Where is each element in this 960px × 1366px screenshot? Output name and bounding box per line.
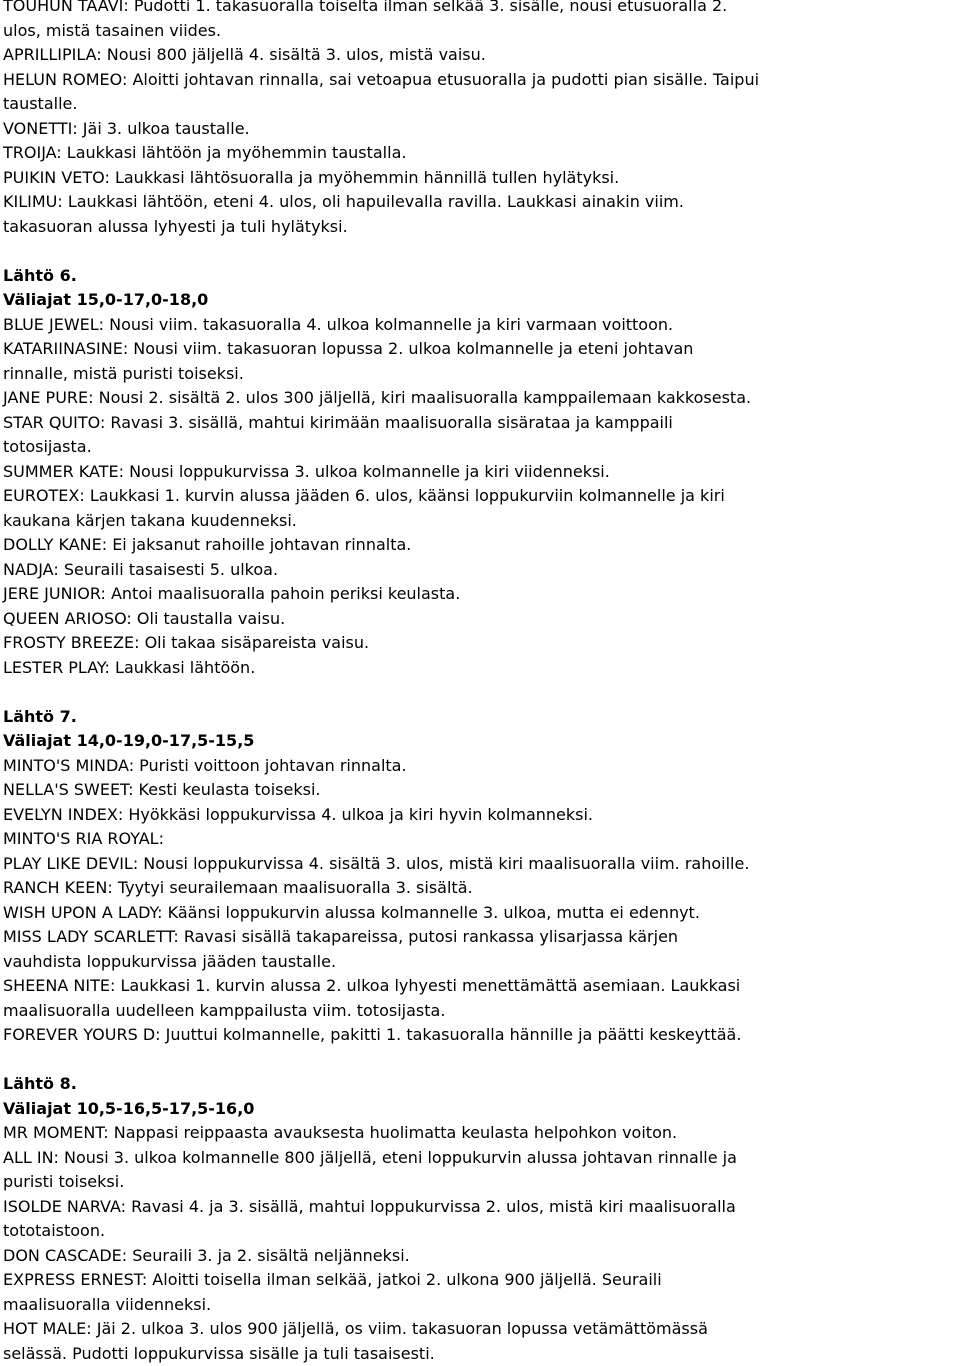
commentary-line: EUROTEX: Laukkasi 1. kurvin alussa jääden 6. ulos, käänsi loppukurviin kolmannelle ja kiri	[3, 484, 958, 509]
commentary-line: NELLA'S SWEET: Kesti keulasta toiseksi.	[3, 778, 958, 803]
commentary-line: ulos, mistä tasainen viides.	[3, 19, 958, 44]
commentary-line: SUMMER KATE: Nousi loppukurvissa 3. ulkoa kolmannelle ja kiri viidenneksi.	[3, 460, 958, 485]
commentary-line: MINTO'S RIA ROYAL:	[3, 827, 958, 852]
commentary-line: RANCH KEEN: Tyytyi seurailemaan maalisuoralla 3. sisältä.	[3, 876, 958, 901]
race-6-commentary	[3, 313, 958, 681]
commentary-line: DON CASCADE: Seuraili 3. ja 2. sisältä neljänneksi.	[3, 1244, 958, 1269]
commentary-line: LESTER PLAY: Laukkasi lähtöön.	[3, 656, 958, 681]
commentary-line: selässä. Pudotti loppukurvissa sisälle ja tuli tasaisesti.	[3, 1342, 958, 1366]
commentary-line: VONETTI: Jäi 3. ulkoa taustalle.	[3, 117, 958, 142]
commentary-line: vauhdista loppukurvissa jääden taustalle.	[3, 950, 958, 975]
section-gap	[3, 1048, 958, 1073]
commentary-line: JANE PURE: Nousi 2. sisältä 2. ulos 300 jäljellä, kiri maalisuoralla kamppailemaan kakkosesta.	[3, 386, 958, 411]
commentary-line: SHEENA NITE: Laukkasi 1. kurvin alussa 2. ulkoa lyhyesti menettämättä asemiaan. Laukkasi	[3, 974, 958, 999]
commentary-line: DOLLY KANE: Ei jaksanut rahoille johtavan rinnalta.	[3, 533, 958, 558]
commentary-line: MINTO'S MINDA: Puristi voittoon johtavan rinnalta.	[3, 754, 958, 779]
race-7-section	[3, 705, 958, 1048]
commentary-line: FOREVER YOURS D: Juuttui kolmannelle, pakitti 1. takasuoralla hännille ja päätti keskeyttää.	[3, 1023, 958, 1048]
commentary-line: maalisuoralla uudelleen kamppailusta viim. totosijasta.	[3, 999, 958, 1024]
race-6-splits: Väliajat 15,0-17,0-18,0	[3, 288, 958, 313]
commentary-line: MR MOMENT: Nappasi reippaasta avauksesta huolimatta keulasta helpohkon voiton.	[3, 1121, 958, 1146]
race-7-commentary	[3, 754, 958, 1048]
race-8-splits: Väliajat 10,5-16,5-17,5-16,0	[3, 1097, 958, 1122]
commentary-line: ALL IN: Nousi 3. ulkoa kolmannelle 800 jäljellä, eteni loppukurvin alussa johtavan rinnalle ja	[3, 1146, 958, 1171]
commentary-line: KATARIINASINE: Nousi viim. takasuoran lopussa 2. ulkoa kolmannelle ja eteni johtavan	[3, 337, 958, 362]
race-7-heading: Lähtö 7.	[3, 705, 958, 730]
commentary-line: puristi toiseksi.	[3, 1170, 958, 1195]
section-gap	[3, 680, 958, 705]
commentary-line: taustalle.	[3, 92, 958, 117]
commentary-line: MISS LADY SCARLETT: Ravasi sisällä takapareissa, putosi rankassa ylisarjassa kärjen	[3, 925, 958, 950]
commentary-line: takasuoran alussa lyhyesti ja tuli hylätyksi.	[3, 215, 958, 240]
commentary-line: BLUE JEWEL: Nousi viim. takasuoralla 4. ulkoa kolmannelle ja kiri varmaan voittoon.	[3, 313, 958, 338]
commentary-line: tototaistoon.	[3, 1219, 958, 1244]
commentary-line: PLAY LIKE DEVIL: Nousi loppukurvissa 4. sisältä 3. ulos, mistä kiri maalisuoralla viim. rahoille.	[3, 852, 958, 877]
commentary-line: JERE JUNIOR: Antoi maalisuoralla pahoin periksi keulasta.	[3, 582, 958, 607]
race-7-splits: Väliajat 14,0-19,0-17,5-15,5	[3, 729, 958, 754]
commentary-line: EVELYN INDEX: Hyökkäsi loppukurvissa 4. ulkoa ja kiri hyvin kolmanneksi.	[3, 803, 958, 828]
race-6-heading: Lähtö 6.	[3, 264, 958, 289]
commentary-line: HELUN ROMEO: Aloitti johtavan rinnalla, sai vetoapua etusuoralla ja pudotti pian sisälle. Taipui	[3, 68, 958, 93]
commentary-line: totosijasta.	[3, 435, 958, 460]
commentary-line: STAR QUITO: Ravasi 3. sisällä, mahtui kirimään maalisuoralla sisärataa ja kamppaili	[3, 411, 958, 436]
race-8-commentary	[3, 1121, 958, 1366]
commentary-line: TROIJA: Laukkasi lähtöön ja myöhemmin taustalla.	[3, 141, 958, 166]
race-8-section	[3, 1072, 958, 1366]
commentary-line: rinnalle, mistä puristi toiseksi.	[3, 362, 958, 387]
race-commentary-continued	[3, 0, 958, 239]
commentary-line: NADJA: Seuraili tasaisesti 5. ulkoa.	[3, 558, 958, 583]
race-6-section	[3, 264, 958, 681]
commentary-line: KILIMU: Laukkasi lähtöön, eteni 4. ulos, oli hapuilevalla ravilla. Laukkasi ainakin viim.	[3, 190, 958, 215]
commentary-line: kaukana kärjen takana kuudenneksi.	[3, 509, 958, 534]
commentary-line: maalisuoralla viidenneksi.	[3, 1293, 958, 1318]
race-8-heading: Lähtö 8.	[3, 1072, 958, 1097]
commentary-line: QUEEN ARIOSO: Oli taustalla vaisu.	[3, 607, 958, 632]
commentary-line: WISH UPON A LADY: Käänsi loppukurvin alussa kolmannelle 3. ulkoa, mutta ei edennyt.	[3, 901, 958, 926]
commentary-line: ISOLDE NARVA: Ravasi 4. ja 3. sisällä, mahtui loppukurvissa 2. ulos, mistä kiri maalisuoralla	[3, 1195, 958, 1220]
document-page	[3, 0, 958, 1366]
commentary-line: EXPRESS ERNEST: Aloitti toisella ilman selkää, jatkoi 2. ulkona 900 jäljellä. Seuraili	[3, 1268, 958, 1293]
commentary-line: TOUHUN TAAVI: Pudotti 1. takasuoralla toiselta ilman selkää 3. sisälle, nousi etusuoralla 2.	[3, 0, 958, 19]
section-gap	[3, 239, 958, 264]
commentary-line: FROSTY BREEZE: Oli takaa sisäpareista vaisu.	[3, 631, 958, 656]
commentary-line: APRILLIPILA: Nousi 800 jäljellä 4. sisältä 3. ulos, mistä vaisu.	[3, 43, 958, 68]
commentary-line: PUIKIN VETO: Laukkasi lähtösuoralla ja myöhemmin hännillä tullen hylätyksi.	[3, 166, 958, 191]
commentary-line: HOT MALE: Jäi 2. ulkoa 3. ulos 900 jäljellä, os viim. takasuoran lopussa vetämättömässä	[3, 1317, 958, 1342]
